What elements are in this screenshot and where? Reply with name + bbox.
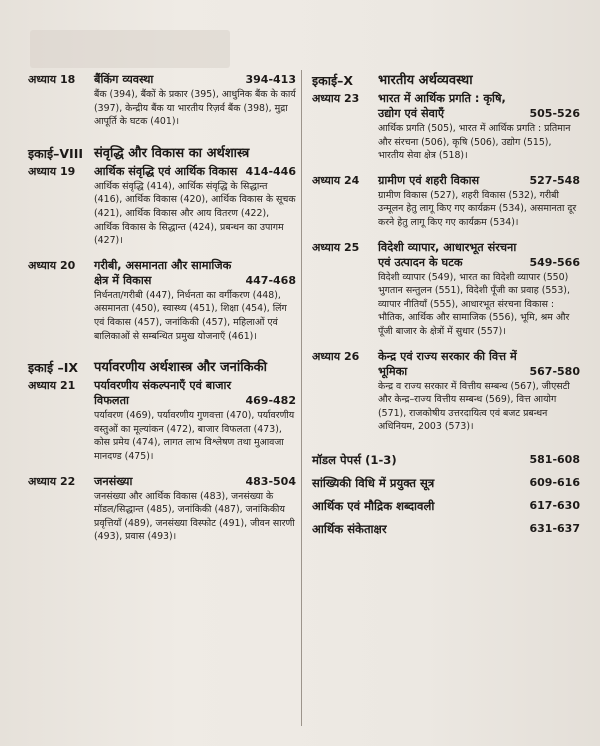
chapter-label: अध्याय 21	[28, 379, 76, 393]
column-divider	[301, 70, 302, 726]
chapter-topics: आर्थिक प्रगति (505), भारत में आर्थिक प्रगति : प्रतिमान और संरचना (506), कृषि (506), उद्योग (515), भारतीय सेवा क्षेत्र (518)।	[378, 123, 571, 162]
chapter-title: बैंकिंग व्यवस्था	[94, 73, 154, 86]
left-column	[28, 72, 296, 554]
extra-title: सांख्यिकी विधि में प्रयुक्त सूत्र	[312, 475, 435, 490]
extra-pages: 609-616	[529, 475, 580, 489]
chapter-title: पर्यावरणीय संकल्पनाएँ एवं बाजार विफलता	[94, 379, 232, 408]
unit-title: भारतीय अर्थव्यवस्था	[378, 73, 473, 88]
extra-pages: 581-608	[529, 452, 580, 466]
chapter-pages: 505-526	[529, 107, 580, 120]
unit-9-heading	[28, 359, 296, 376]
unit-title: संवृद्धि और विकास का अर्थशास्त्र	[94, 145, 250, 161]
extra-glossary	[312, 498, 580, 514]
chapter-26	[312, 349, 580, 434]
chapter-title: गरीबी, असमानता और सामाजिक क्षेत्र में विकास	[94, 258, 232, 287]
extra-title: आर्थिक एवं मौद्रिक शब्दावली	[312, 498, 435, 513]
chapter-pages: 414-446	[245, 164, 296, 178]
extra-statistics-formulas	[312, 475, 580, 491]
chapter-topics: आर्थिक संवृद्धि (414), आर्थिक संवृद्धि के सिद्धान्त (416), आर्थिक विकास (420), आर्थिक विकास के सूचक (421), आर्थिक विकास और आय वितरण (422), आर्थिक विकास के सिद्धान्त (424), प्रबन्धन का उपागम (427)।	[94, 180, 296, 247]
chapter-topics: निर्धनता/गरीबी (447), निर्धनता का वर्गीकरण (448), असमानता (450), स्वास्थ्य (451), शिक्षा (454), लिंग एवं विकास (457), जनांकिकी (457), महिलाओं एवं बालिकाओं से सम्बन्धित प्रमुख योजनाएँ (461)।	[94, 289, 287, 342]
chapter-title: जनसंख्या	[94, 474, 133, 488]
chapter-pages: 567-580	[529, 364, 580, 378]
chapter-19	[28, 164, 296, 248]
unit-label: इकाई–X	[312, 73, 354, 88]
chapter-18	[28, 72, 296, 129]
chapter-label: अध्याय 25	[312, 240, 360, 254]
chapter-21	[28, 378, 296, 463]
chapter-25	[312, 240, 580, 339]
extra-title: आर्थिक संकेताक्षर	[312, 521, 387, 536]
right-column	[312, 72, 580, 544]
show-through-print	[30, 30, 230, 68]
chapter-title: ग्रामीण एवं शहरी विकास	[378, 173, 480, 187]
chapter-pages: 394-413	[245, 73, 296, 86]
chapter-label: अध्याय 24	[312, 173, 360, 187]
chapter-topics: जनसंख्या और आर्थिक विकास (483), जनसंख्या के मॉडल/सिद्धान्त (485), जनांकिकी (487), जनांकिकीय प्रवृत्तियाँ (489), जनसंख्या विस्फोट (491), जीवन सारणी (493), प्रवास (493)।	[94, 490, 295, 543]
unit-label: इकाई–VIII	[28, 145, 83, 161]
chapter-label: अध्याय 20	[28, 258, 76, 272]
extra-title: मॉडल पेपर्स (1-3)	[312, 452, 397, 467]
chapter-pages: 469-482	[245, 394, 296, 408]
chapter-label: अध्याय 23	[312, 92, 360, 105]
chapter-22	[28, 474, 296, 544]
chapter-topics: पर्यावरण (469), पर्यावरणीय गुणवत्ता (470), पर्यावरणीय वस्तुओं का मूल्यांकन (472), बाजार विफलता (473), कोस प्रमेय (474), लागत लाभ विश्लेषण तथा मुआवजा मानदण्ड (475)।	[94, 410, 295, 462]
chapter-24	[312, 173, 580, 230]
extra-pages: 617-630	[529, 498, 580, 512]
chapter-topics: विदेशी व्यापार (549), भारत का विदेशी व्यापार (550) भुगतान सन्तुलन (551), विदेशी पूँजी का प्रवाह (553), व्यापार नीतियाँ (555), आधारभूत संरचना विकास : भौतिक, आर्थिक और सामाजिक (556), भूमि, श्रम और पूँजी बाजार के क्षेत्रों में सुधार (557)।	[378, 271, 570, 337]
chapter-topics: ग्रामीण विकास (527), शहरी विकास (532), गरीबी उन्मूलन हेतु लागू किए गए कार्यक्रम (534), असमानता दूर करने हेतु लागू किए गए कार्यक्रम (534)।	[378, 189, 577, 228]
chapter-topics: बैंक (394), बैंकों के प्रकार (395), आधुनिक बैंक के कार्य (397), केन्द्रीय बैंक या भारतीय रिज़र्व बैंक (398), मुद्रा आपूर्ति के घटक (401)।	[94, 89, 296, 128]
chapter-title: भारत में आर्थिक प्रगति : कृषि, उद्योग एवं सेवाएँ	[378, 92, 506, 120]
chapter-label: अध्याय 26	[312, 349, 360, 363]
chapter-title: केन्द्र एवं राज्य सरकार की वित्त में भूमिका	[378, 349, 517, 378]
chapter-label: अध्याय 22	[28, 474, 76, 488]
extra-abbreviations	[312, 521, 580, 537]
chapter-23	[312, 91, 580, 163]
chapter-pages: 527-548	[529, 173, 580, 187]
chapter-pages: 447-468	[245, 273, 296, 287]
unit-title: पर्यावरणीय अर्थशास्त्र और जनांकिकी	[94, 360, 267, 376]
chapter-pages: 549-566	[529, 255, 580, 269]
chapter-20	[28, 258, 296, 343]
extra-pages: 631-637	[529, 521, 580, 535]
chapter-topics: केन्द्र व राज्य सरकार में वित्तीय सम्बन्ध (567), जीएसटी और केन्द्र–राज्य वित्तीय सम्बन्ध (569), वित्त आयोग (571), राजकोषीय उत्तरदायित्व एवं बजट प्रबन्धन अधिनियम, 2003 (573)।	[378, 380, 570, 433]
chapter-label: अध्याय 19	[28, 164, 76, 178]
unit-8-heading	[28, 145, 296, 162]
chapter-pages: 483-504	[245, 474, 296, 488]
unit-10-heading	[312, 72, 580, 89]
extra-model-papers	[312, 452, 580, 468]
chapter-label: अध्याय 18	[28, 73, 76, 86]
chapter-title: आर्थिक संवृद्धि एवं आर्थिक विकास	[94, 164, 238, 178]
chapter-title: विदेशी व्यापार, आधारभूत संरचना एवं उत्पादन के घटक	[378, 240, 517, 269]
unit-label: इकाई –IX	[28, 360, 79, 376]
